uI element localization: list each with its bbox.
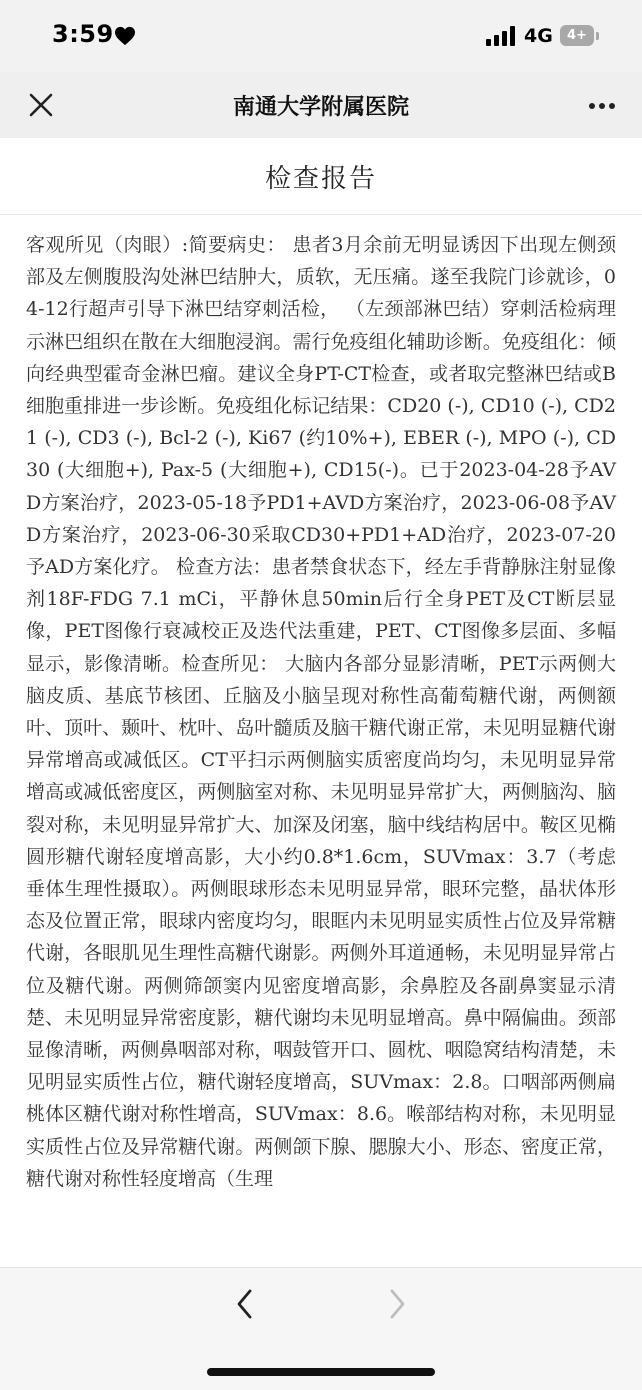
report-body: 客观所见（肉眼）:简要病史： 患者3月余前无明显诱因下出现左侧颈部及左侧腹股沟处淋巴结肿大，质软，无压痛。遂至我院门诊就诊，04-12行超声引导下淋巴结穿刺活检， （左颈部淋巴结）穿刺活检病理示淋巴组织在散在大细胞浸润。需行免疫组化辅助诊断。免疫组化：倾向经典型霍奇金淋巴瘤。建议全身PT-CT检查，或者取完整淋巴结或B细胞重排进一步诊断。免疫组化标记结果：CD20 (-), CD10 (-), CD21 (-), CD3 (-), Bcl-2 (-), Ki67 (约10%+), EBER (-), MPO (-), CD30 (大细胞+), Pax-5 (大细胞+), CD15(-)。已于2023-04-28予AVD方案治疗，2023-05-18予PD1+AVD方案治疗，2023-06-08予AVD方案治疗，2023-06-30采取CD30+PD1+AD治疗，2023-07-20予AD方案化疗。 检查方法：患者禁食状态下，经左手背静脉注射显像剂18F-FDG 7.1 mCi，平静休息50min后行全身PET及CT断层显像，PET图像行衰减校正及迭代法重建，PET、CT图像多层面、多幅显示，影像清晰。检查所见： 大脑内各部分显影清晰，PET示两侧大脑皮质、基底节核团、丘脑及小脑呈现对称性高葡萄糖代谢，两侧额叶、顶叶、颞叶、枕叶、岛叶髓质及脑干糖代谢正常，未见明显糖代谢异常增高或减低区。CT平扫示两侧脑实质密度尚均匀，未见明显异常增高或减低密度区，两侧脑室对称、未见明显异常扩大，两侧脑沟、脑裂对称，未见明显异常扩大、加深及闭塞，脑中线结构居中。鞍区见椭圆形糖代谢轻度增高影，大小约0.8*1.6cm，SUVmax：3.7（考虑垂体生理性摄取）。两侧眼球形态未见明显异常，眼环完整，晶状体形态及位置正常，眼球内密度均匀，眼眶内未见明显实质性占位及异常糖代谢，各眼肌见生理性高糖代谢影。两侧外耳道通畅，未见明显异常占位及糖代谢。两侧筛颌窦内见密度增高影，余鼻腔及各副鼻窦显示清楚、未见明显异常密度影，糖代谢均未见明显增高。鼻中隔偏曲。颈部显像清晰，两侧鼻咽部对称，咽鼓管开口、圆枕、咽隐窝结构清楚，未见明显实质性占位，糖代谢轻度增高，SUVmax：2.8。口咽部两侧扁桃体区糖代谢对称性增高，SUVmax：8.6。喉部结构对称，未见明显实质性占位及异常糖代谢。两侧颌下腺、腮腺大小、形态、密度正常，糖代谢对称性轻度增高（生理 [26,234,616,1190]
report-title: 检查报告 [264,164,377,194]
chevron-left-icon[interactable] [232,1288,258,1320]
report-header [0,138,642,215]
battery-tip [596,32,599,40]
browser-toolbar [0,1267,642,1390]
signal-icon [486,26,516,46]
more-icon[interactable] [588,102,616,110]
report-content[interactable] [0,215,642,1267]
battery-icon: 4+ [560,25,594,46]
heart-icon [114,26,136,46]
chevron-right-icon[interactable] [384,1288,410,1320]
nav-bar [0,72,642,138]
home-indicator[interactable] [207,1368,435,1376]
page-title: 南通大学附属医院 [232,95,409,120]
status-time: 3:59 [52,20,114,48]
status-bar [0,0,642,72]
network-type: 4G [524,25,553,47]
